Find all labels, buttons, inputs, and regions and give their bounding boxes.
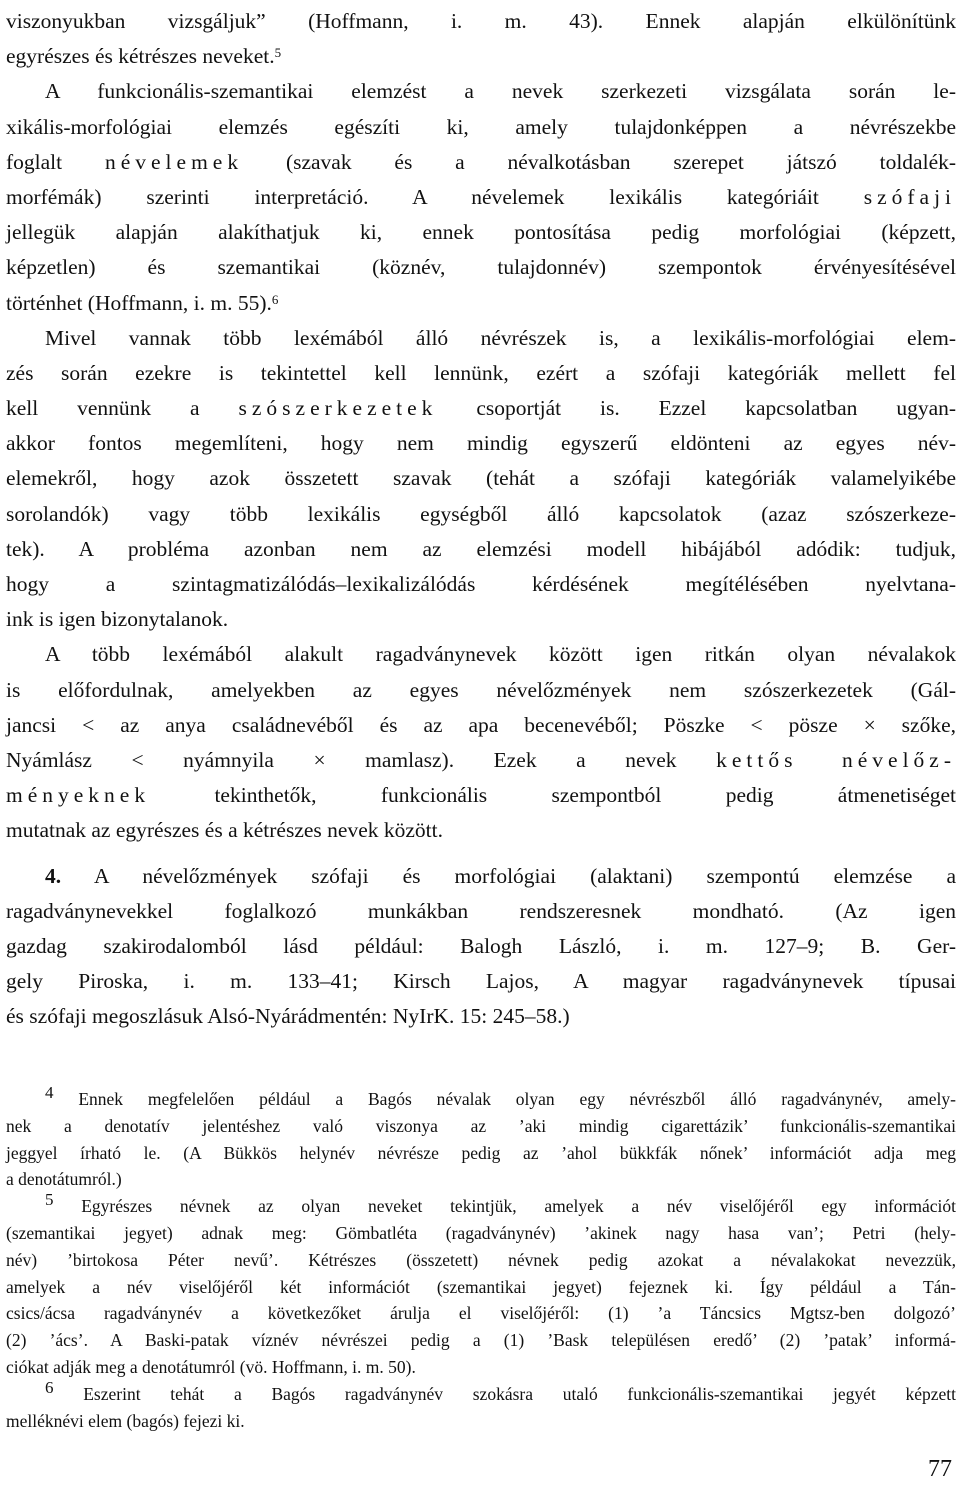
text-line-content: xikális-morfológiai elemzés egészíti ki, amely tulajdonképpen a névrészekbe: [6, 114, 956, 139]
footnote-line: [6, 1083, 956, 1113]
text-line-content: hogy a szintagmatizálódás–lexikalizálódás kérdésének megítélésében nyelvtana-: [6, 572, 956, 596]
footnote-text: ciókat adják meg a denotátumról (vö. Hoffmann, i. m. 50).: [6, 1356, 416, 1377]
text-line: [6, 391, 956, 426]
section-number: 4.: [45, 863, 62, 888]
text-line: [6, 145, 956, 180]
text-line-content: Mivel vannak több lexémából álló névrészek is, a lexikális-morfológiai elem-: [45, 325, 956, 350]
footnote-text: nek a denotatív jelentéshez való viszonya az ’aki mindig cigarettázik’ funkcionális-szemantikai: [6, 1115, 956, 1136]
text-line: [6, 426, 956, 461]
footnote-text: (2) ’ács’. A Baski-patak víznév névrészei pedig a (1) ’Bask településen eredő’ (2) ’patak’ informá-: [6, 1330, 956, 1351]
paragraph-start: [6, 637, 956, 672]
text-line: [6, 532, 956, 567]
text-line: [6, 778, 956, 813]
text-line-content: elemekről, hogy azok összetett szavak (tehát a szófaji kategóriák valamelyikébe: [6, 466, 956, 491]
footnote-text: jeggyel írható le. (A Bükkös helynév névrésze pedig az ’ahol bükkfák nőnek’ információt adja meg: [6, 1142, 956, 1163]
footnote-text: név) ’birtokosa Péter nevű’. Kétrészes (összetett) névnek pedig azokat a névalakokat nevezzük,: [6, 1249, 956, 1270]
page-number: 77: [928, 1456, 952, 1482]
text-line-content: tekinthetők, funkcionális szempontból pedig átmenetiséget: [214, 783, 957, 808]
text-line-content: ink is igen bizonytalanok.: [6, 607, 229, 632]
footnote-text: (szemantikai jegyet) adnak meg: Gömbatléta (ragadványnév) ’akinek nagy hasa van’; Petri (hely-: [6, 1222, 956, 1243]
footnote-text: melléknévi elem (bagós) fejezi ki.: [6, 1410, 245, 1431]
footnote-text: csics/ácsa ragadványnév a következőket árulja el viselőjéről: (1) ’a Táncsics Mgtsz-ben dolgozó’: [6, 1303, 956, 1324]
text-line: [6, 929, 956, 964]
text-line-content: ragadványnevekkel foglalkozó munkákban rendszeresnek mondható. (Az igen: [6, 898, 956, 923]
footnotes: [6, 1083, 957, 1434]
footnote-text: a denotátumról.): [6, 1169, 122, 1190]
text-line-content: (szavak és a névalkotásban szerepet játszó toldalék-: [285, 149, 957, 174]
footnote-ref: 5: [274, 45, 282, 61]
text-line-content: foglalt: [6, 149, 63, 174]
footnote-text: Eszerint tehát a Bagós ragadványnév szokásra utaló funkcionális-szemantikai jegyét képzett: [83, 1383, 957, 1404]
text-line: [6, 110, 956, 145]
footnote-line: [6, 1247, 956, 1274]
text-line-content: morfémák) szerinti interpretáció. A névelemek lexikális kategóriáit: [6, 184, 819, 209]
footnote-ref: 6: [271, 291, 279, 307]
footnote-line: [6, 1327, 956, 1354]
text-line: [6, 461, 956, 496]
text-line-content: sorolandók) vagy több lexikális egységből álló kapcsolatok (azaz szószerkeze-: [6, 501, 956, 526]
text-line-content: csoportját is. Ezzel kapcsolatban ugyan-: [476, 396, 957, 421]
text-line: [6, 602, 956, 637]
text-line: [6, 894, 956, 929]
spaced-term: névelemek: [104, 149, 244, 174]
text-line: [6, 743, 956, 778]
text-line: [6, 708, 956, 743]
text-line: [6, 356, 956, 391]
text-line: [6, 215, 956, 250]
text-line-content: és szófaji megoszlásuk Alsó-Nyárádmentén: NyIrK. 15: 245–58.): [6, 1004, 570, 1029]
text-line-content: jellegük alapján alakíthatjuk ki, ennek pontosítása pedig morfológiai (képzett,: [6, 220, 956, 245]
text-line-content: A névelőzmények szófaji és morfológiai (alaktani) szempontú elemzése a: [93, 863, 956, 888]
text-line-content: akkor fontos megemlíteni, hogy nem mindig egyszerű eldönteni az egyes név-: [6, 431, 956, 456]
text-line-content: gazdag szakirodalomból lásd például: Balogh László, i. m. 127–9; B. Ger-: [6, 933, 956, 958]
text-line-content: A több lexémából alakult ragadványnevek között igen ritkán olyan névalakok: [45, 642, 956, 667]
text-line-content: történhet (Hoffmann, i. m. 55).: [6, 290, 272, 315]
footnote-line: [6, 1354, 956, 1381]
footnote-line: [6, 1220, 956, 1247]
body-text: [6, 4, 956, 1034]
footnote-line: [6, 1113, 956, 1140]
text-line-content: Nyámlász < nyámnyila × mamlasz). Ezek a nevek: [6, 747, 677, 772]
footnote-line: [6, 1274, 956, 1301]
footnote-line: [6, 1140, 956, 1167]
footnote-number: 6: [45, 1377, 54, 1397]
footnote-text: amelyek a név viselőjéről két információt (szemantikai jegyet) fejeznek ki. Így például a Tán-: [6, 1276, 956, 1297]
footnote-line: [6, 1300, 956, 1327]
text-line: [6, 39, 956, 74]
footnote-line: [6, 1190, 957, 1220]
paragraph-start: [6, 74, 956, 109]
text-line: [6, 964, 956, 999]
text-line-content: is előfordulnak, amelyekben az egyes névelőzmények nem szószerkezetek (Gál-: [6, 677, 956, 702]
text-line-content: képzetlen) és szemantikai (köznév, tulajdonnév) szempontok érvényesítésével: [6, 255, 956, 280]
spaced-term: szófaji: [863, 184, 957, 209]
text-line-content: A funkcionális-szemantikai elemzést a nevek szerkezeti vizsgálata során le-: [45, 79, 956, 104]
text-line-content: gely Piroska, i. m. 133–41; Kirsch Lajos, A magyar ragadványnevek típusai: [6, 969, 956, 994]
footnote-number: 5: [45, 1190, 54, 1210]
footnote-text: Egyrészes névnek az olyan neveket tekintjük, amelyek a név viselőjéről egy információt: [81, 1196, 957, 1217]
text-line-content: mutatnak az egyrészes és a kétrészes nevek között.: [6, 818, 443, 843]
text-line: [6, 286, 956, 321]
paragraph-start: [6, 321, 956, 356]
text-line-content: zés során ezekre is tekintettel kell lennünk, ezért a szófaji kategóriák mellett fel: [6, 360, 956, 385]
text-line: [6, 4, 956, 39]
text-line: [6, 673, 956, 708]
text-line: [6, 999, 956, 1034]
spaced-term: ményeknek: [6, 783, 151, 808]
footnote-line: [6, 1377, 957, 1408]
spaced-term: kettős névelőz-: [716, 747, 956, 772]
text-line: [6, 813, 956, 848]
text-line-content: tek). A probléma azonban nem az elemzési modell hibájából adódik: tudjuk,: [6, 536, 956, 561]
text-line: [6, 567, 956, 602]
text-line-content: egyrészes és kétrészes neveket.: [6, 44, 275, 69]
text-line-content: viszonyukban vizsgáljuk” (Hoffmann, i. m. 43). Ennek alapján elkülönítünk: [6, 9, 956, 33]
section-start: [6, 859, 956, 894]
footnote-line: [6, 1166, 956, 1193]
text-line: [6, 250, 956, 285]
footnote-text: Ennek megfelelően például a Bagós névalak olyan egy névrészből álló ragadványnév, amely-: [78, 1089, 956, 1109]
footnote-number: 4: [45, 1083, 54, 1102]
text-line: [6, 180, 956, 215]
spaced-term: szószerkezetek: [238, 396, 438, 421]
paragraph-gap: [6, 849, 956, 859]
text-line-content: kell vennünk a: [6, 396, 200, 421]
footnote-line: [6, 1408, 956, 1435]
text-line: [6, 497, 956, 532]
text-line-content: jancsi < az anya családnevéből és az apa becenevéből; Pöszke < pösze × szőke,: [6, 712, 956, 737]
